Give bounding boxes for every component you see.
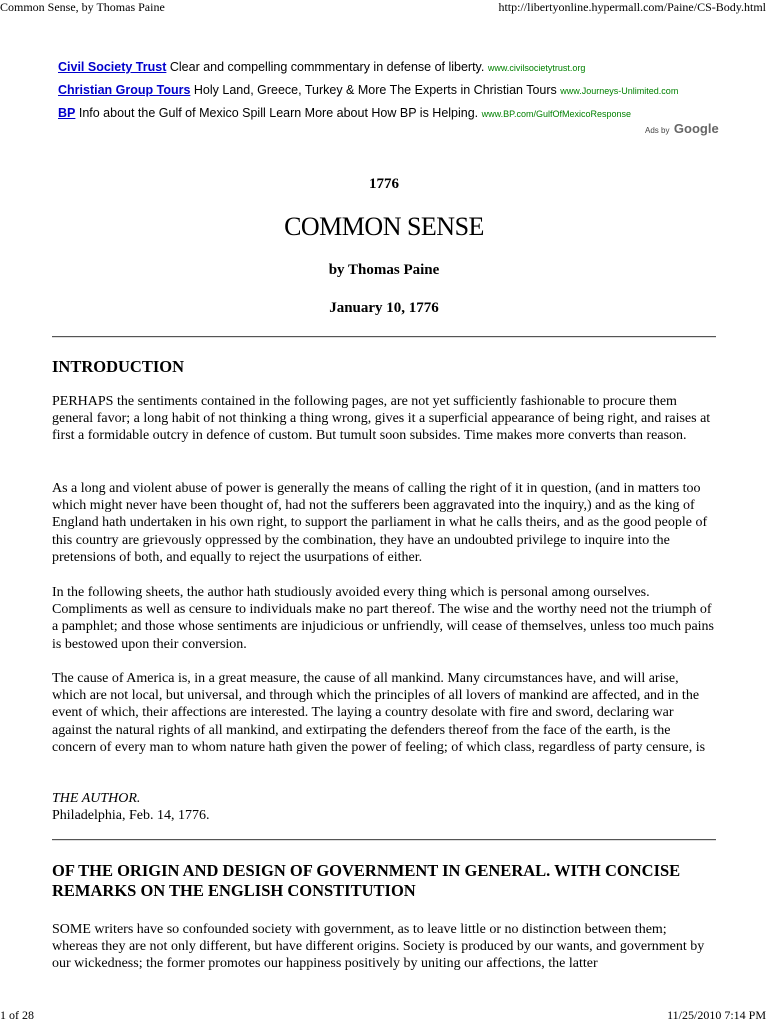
paragraph: The cause of America is, in a great measure, the cause of all mankind. Many circumstances have, and will arise, which are not local, but universal, and through which the principles of all lovers of mankind are affected, and in the event of which, their affections are interested. The laying a country desolate with fire and sword, declaring war against the natural rights of all mankind, and extirpating the defenders thereof from the face of the earth, is the concern of every man to whom nature hath given the power of feeling; of which class, regardless of party censure, is: [52, 671, 706, 755]
ad-block: [58, 56, 728, 125]
ad-link-bp[interactable]: BP: [58, 106, 76, 120]
divider: [52, 336, 716, 338]
divider: [52, 839, 716, 841]
paragraph: PERHAPS the sentiments contained in the following pages, are not yet sufficiently fashionable to procure them general favor; a long habit of not thinking a thing wrong, gives it a superficial appearance of being right, and raises at first a formidable outcry in defence of custom. But tumult soon subsides. Time makes more converts than reason.: [52, 394, 711, 444]
place-date: Philadelphia, Feb. 14, 1776.: [52, 808, 210, 823]
intro-heading: INTRODUCTION: [52, 357, 185, 376]
paragraph: SOME writers have so confounded society with government, as to leave little or no distinction between them; whereas they are not only different, but have different origins. Society is produced by our wants, and government by our wickedness; the former promotes our happiness positively by uniting our affections, the latter: [52, 922, 705, 972]
ad-item: [58, 102, 728, 125]
document-year: 1776: [369, 176, 399, 192]
header-page-title: Common Sense, by Thomas Paine: [0, 0, 165, 14]
ad-description: Info about the Gulf of Mexico Spill Learn More about How BP is Helping.: [78, 106, 479, 120]
paragraph: As a long and violent abuse of power is generally the means of calling the right of it in question, (and in matters too which might never have been thought of, had not the sufferers been aggravated into the inquiry,) and as the king of England hath undertaken in his own right, to support the parliament in what he calls theirs, and as the good people of this country are grievously oppressed by the combination, they have an undoubted privilege to inquire into the pretensions of both, and equally to reject the usurpations of either.: [52, 481, 708, 565]
google-logo: Google: [673, 121, 719, 136]
ads-by-label: Ads by: [645, 126, 670, 135]
print-header: [0, 0, 768, 16]
ad-link-civil-society-trust[interactable]: Civil Society Trust: [58, 60, 167, 74]
ad-item: [58, 79, 728, 102]
ad-description: Holy Land, Greece, Turkey & More The Experts in Christian Tours: [193, 83, 557, 97]
print-footer: [0, 1008, 768, 1024]
ad-description: Clear and compelling commmentary in defense of liberty.: [169, 60, 485, 74]
ad-url[interactable]: www.BP.com/GulfOfMexicoResponse: [481, 109, 632, 119]
ads-by-google[interactable]: [645, 120, 719, 138]
ad-link-christian-group-tours[interactable]: Christian Group Tours: [58, 83, 191, 97]
ad-url[interactable]: www.civilsocietytrust.org: [487, 63, 586, 73]
signature: THE AUTHOR.: [52, 791, 141, 806]
header-url: http://libertyonline.hypermall.com/Paine/CS-Body.html: [498, 0, 766, 14]
ad-url[interactable]: www.Journeys-Unlimited.com: [560, 86, 679, 96]
paragraph: In the following sheets, the author hath studiously avoided every thing which is personal among ourselves. Compliments as well as censure to individuals make no part thereof. The wise and the worthy need not the triumph of a pamphlet; and those whose sentiments are injudicious or unfriendly, will cease of themselves, unless too much pains is bestowed upon their conversion.: [52, 585, 714, 652]
ad-item: [58, 56, 728, 79]
page-number: 1 of 28: [0, 1008, 34, 1022]
print-timestamp: 11/25/2010 7:14 PM: [667, 1008, 766, 1022]
document-title: COMMON SENSE: [284, 212, 484, 241]
document-byline: by Thomas Paine: [328, 262, 440, 278]
section-heading: OF THE ORIGIN AND DESIGN OF GOVERNMENT IN GENERAL. WITH CONCISE REMARKS ON THE ENGLISH CONSTITUTION: [52, 861, 681, 900]
document-date: January 10, 1776: [329, 300, 439, 316]
